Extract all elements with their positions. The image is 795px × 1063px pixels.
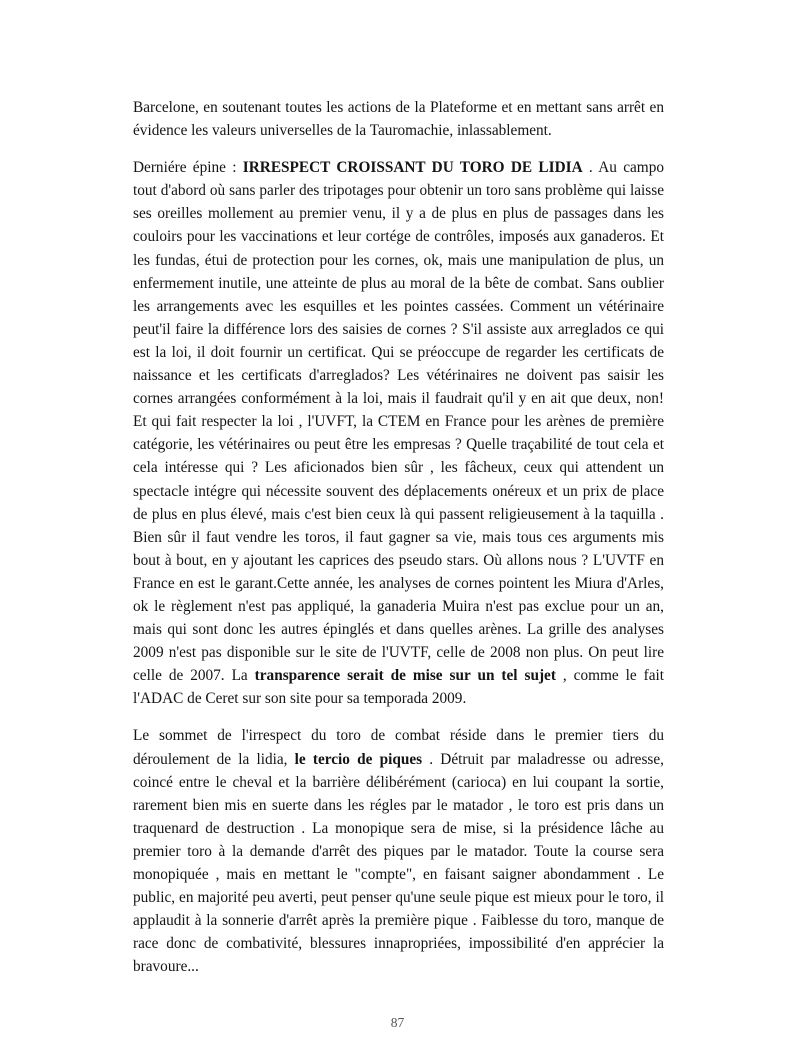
paragraph-tercio <box>133 724 664 978</box>
text-run: Barcelone, en soutenant toutes les actions de la Plateforme et en mettant sans arrêt en évidence les valeurs universelles de la Tauromachie, inlassablement. <box>133 99 664 140</box>
text-run: . Détruit par maladresse ou adresse, coincé entre le cheval et la barrière délibérément (carioca) en lui coupant la sortie, rarement bien mis en suerte dans les régles par le matador , le toro est pris dans un traquenard de destruction . La monopique sera de mise, si la présidence lâche au premier toro à la demande d'arrêt des piques par le matador. Toute la course sera monopiquée , mais en mettant le "compte", en faisant saigner abondamment . Le public, en majorité peu averti, peut penser qu'une seule pique est mieux pour le toro, il applaudit à la sonnerie d'arrêt après la première pique . Faiblesse du toro, manque de race donc de combativité, blessures innapropriées, impossibilité d'en apprécier la bravoure... <box>133 750 664 976</box>
text-run-bold-emphasis: le tercio de piques <box>294 750 423 768</box>
text-run: , comme le fait l'ADAC de Ceret sur son site pour sa temporada 2009. <box>133 667 664 708</box>
text-run: Le sommet de l'irrespect du toro de combat réside dans le premier tiers du déroulement de la lidia, <box>133 727 664 768</box>
text-run-bold-heading: IRRESPECT CROISSANT DU TORO DE LIDIA <box>242 159 583 177</box>
paragraph-intro <box>133 96 664 142</box>
text-run-bold-emphasis: transparence serait de mise sur un tel sujet <box>254 667 556 685</box>
page-number: 87 <box>390 1015 405 1030</box>
text-run: Derniére épine : <box>133 159 243 177</box>
page-content <box>133 96 664 978</box>
text-run: . Au campo tout d'abord où sans parler des tripotages pour obtenir un toro sans problème qui laisse ses oreilles mollement au premier venu, il y a de plus en plus de passages dans les couloirs pour les vaccinations et leur cortége de contrôles, imposés aux ganaderos. Et les fundas, étui de protection pour les cornes, ok, mais une manipulation de plus, un enfermement inutile, une atteinte de plus au moral de la bête de combat. Sans oublier les arrangements avec les esquilles et les pointes cassées. Comment un vétérinaire peut'il faire la différence lors des saisies de cornes ? S'il assiste aux arreglados ce qui est la loi, il doit fournir un certificat. Qui se préoccupe de regarder les certificats de naissance et les certificats d'arreglados? Les vétérinaires ne doivent pas saisir les cornes arrangées conformément à la loi, mais il faudrait qu'il y en ait que deux, non! Et qui fait respecter la loi , l'UVFT, la CTEM en France pour les arènes de première catégorie, les vétérinaires ou peut être les empresas ? Quelle traçabilité de tout cela et cela intéresse qui ? Les aficionados bien sûr , les fâcheux, ceux qui attendent un spectacle intégre qui nécessite souvent des déplacements onéreux et un prix de place de plus en plus élevé, mais c'est bien ceux là qui passent religieusement à la taquilla . Bien sûr il faut vendre les toros, il faut gagner sa vie, mais tous ces arguments mis bout à bout, en y ajoutant les caprices des pseudo stars. Où allons nous ? L'UVTF en France en est le garant.Cette année, les analyses de cornes pointent les Miura d'Arles, ok le règlement n'est pas appliqué, la ganaderia Muira n'est pas exclue pour un an, mais qui sont donc les autres épinglés et dans quelles arènes. La grille des analyses 2009 n'est pas disponible sur le site de l'UVTF, celle de 2008 non plus. On peut lire celle de 2007. La <box>133 159 664 685</box>
paragraph-irrespect <box>133 156 664 710</box>
